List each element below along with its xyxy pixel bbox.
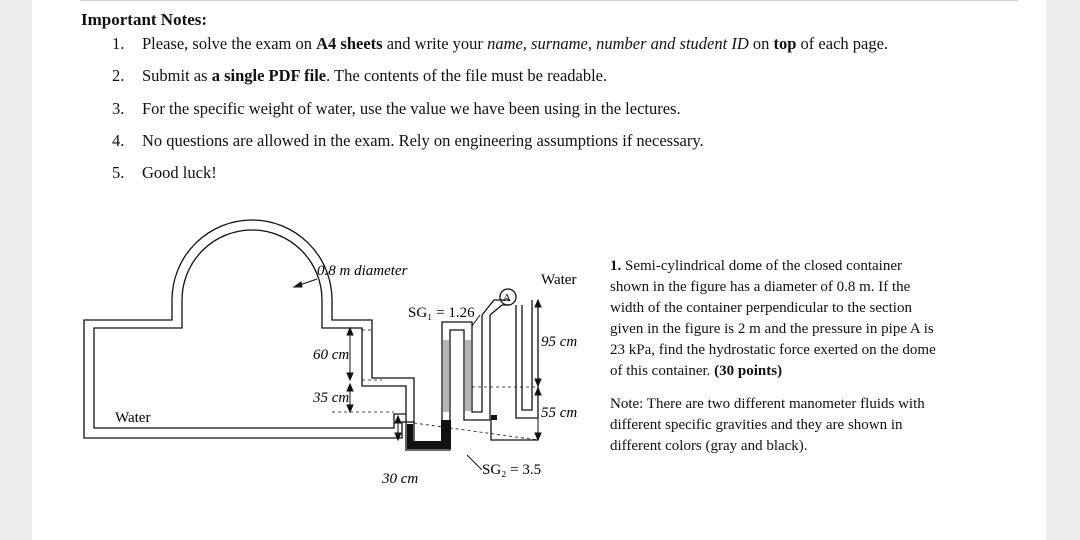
black-right-fill <box>491 420 538 440</box>
sg2-leader <box>467 455 482 470</box>
dim-60-label: 60 cm <box>313 347 350 363</box>
water-label-right: Water <box>541 272 577 288</box>
dim-55-label: 55 cm <box>541 405 578 421</box>
notes-heading: Important Notes: <box>81 10 208 29</box>
sg2-label: SG₂ = 3.5 <box>482 462 542 478</box>
diameter-arrow-head <box>294 282 302 287</box>
problem-statement: 1. Semi-cylindrical dome of the closed container shown in the figure has a diameter of 0.8 m. If the width of the container perpendicular to the section given in the figure is 2 m and the pressure in pipe A is 23 kPa, find the hydrostatic force exerted on the dome of this container. (30 points) <box>610 258 936 379</box>
exam-page: Important Notes: 1. Please, solve the exam on A4 sheets and write your name, surname, number and student ID on top of each page. 2. Submit as a single PDF file. The contents of the file must be readable. 3. For the specific weight of water, use the value we have been using in the lectures. 4. No questions are allowed in the exam. Rely on engineering assumptions if necessary. 5. Good luck! 0.8 m diameter Water A SG₁ = 1.26 60 cm 35 cm 95 cm 55 cm Water SG₂ = 3.5 30 cm 1. Semi-cylindrical dome of the closed container shown in the figure has a diameter of 0.8 m. If the width of the container perpendicular to the section given in the figure is 2 m and the pressure in pipe A is 23 kPa, find the hydrostatic force exerted on the dome of this container. (30 points) Note: There are two different manometer fluids with different specific gravities and they are shown in different colors (gray and black). <box>32 0 1046 540</box>
gray-fluid <box>443 340 471 412</box>
dim-95-label: 95 cm <box>541 334 578 350</box>
problem-1 <box>610 256 940 457</box>
ref-line <box>414 423 538 440</box>
right-riser <box>516 300 538 418</box>
pipe-a-label: A <box>503 292 511 304</box>
dim-30-label: 30 cm <box>382 471 419 487</box>
sg1-label: SG₁ = 1.26 <box>408 305 475 321</box>
problem-note: Note: There are two different manometer fluids with different specific gravities and they are shown in different colors (gray and black). <box>610 396 925 454</box>
container-inner-outline <box>94 230 406 428</box>
black-fluid-right <box>491 415 497 420</box>
container-outline <box>84 220 414 438</box>
diameter-label: 0.8 m diameter <box>317 263 408 279</box>
dim-35-label: 35 cm <box>313 390 350 406</box>
water-label-left: Water <box>115 410 151 426</box>
